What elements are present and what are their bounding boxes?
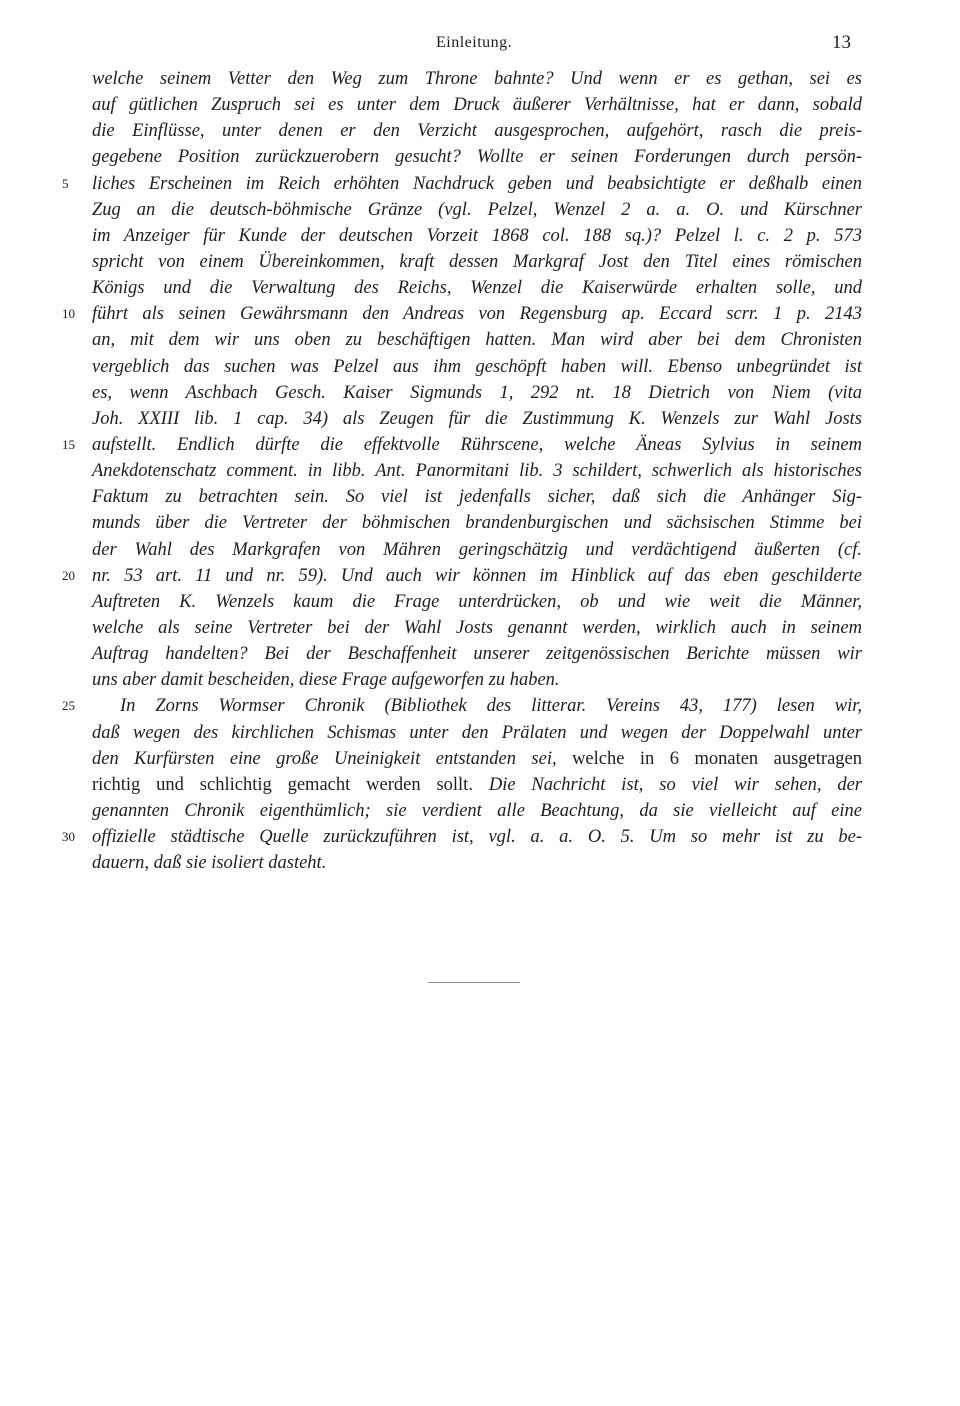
running-head <box>0 34 960 58</box>
text-line: die Einflüsse, unter denen er den Verzicht ausgesprochen, aufgehört, rasch die preis- <box>92 121 862 142</box>
text-line: Joh. XXIII lib. 1 cap. 34) als Zeugen für die Zustimmung K. Wenzels zur Wahl Josts <box>92 408 862 429</box>
text-line: richtig und schlichtig gemacht werden sollt. Die Nachricht ist, so viel wir sehen, der <box>92 774 862 795</box>
text-line: 20 nr. 53 art. 11 und nr. 59). Und auch wir können im Hinblick auf das eben geschilderte <box>92 563 862 589</box>
line-number: 20 <box>62 567 75 583</box>
text-line: dauern, daß sie isoliert dasteht. <box>92 853 327 874</box>
quoted-source-text: welche in 6 monaten ausgetragen <box>572 748 862 769</box>
text-line: auf gütlichen Zuspruch sei es unter dem Druck äußerer Verhältnisse, hat er dann, sobald <box>92 95 862 116</box>
line-number: 5 <box>62 175 69 191</box>
text-line: 5 liches Erscheinen im Reich erhöhten Nachdruck geben und beabsichtigte er deßhalb einen <box>92 171 862 197</box>
running-title: Einleitung. <box>436 34 513 51</box>
text-line: den Kurfürsten eine große Uneinigkeit entstanden sei, welche in 6 monaten ausgetragen <box>92 748 862 769</box>
text-line: 25 In Zorns Wormser Chronik (Bibliothek des litterar. Vereins 43, 177) lesen wir, <box>92 693 862 719</box>
text-line: 30 offizielle städtische Quelle zurückzuführen ist, vgl. a. a. O. 5. Um so mehr ist zu be- <box>92 824 862 850</box>
text-line: genannten Chronik eigenthümlich; sie verdient alle Beachtung, da sie vielleicht auf eine <box>92 800 862 821</box>
line-number: 25 <box>62 698 75 714</box>
text-line: gegebene Position zurückzuerobern gesucht? Wollte er seinen Forderungen durch persön- <box>92 147 862 168</box>
text-line: der Wahl des Markgrafen von Mähren geringschätzig und verdächtigend äußerten (cf. <box>92 539 862 560</box>
text-line: daß wegen des kirchlichen Schismas unter den Prälaten und wegen der Doppelwahl unter <box>92 722 862 743</box>
text-line: vergeblich das suchen was Pelzel aus ihm geschöpft haben will. Ebenso unbegründet ist <box>92 356 862 377</box>
text-line: Faktum zu betrachten sein. So viel ist jedenfalls sicher, daß sich die Anhänger Sig- <box>92 487 862 508</box>
text-line: an, mit dem wir uns oben zu beschäftigen hatten. Man wird aber bei dem Chronisten <box>92 330 862 351</box>
text-line: Anekdotenschatz comment. in libb. Ant. Panormitani lib. 3 schildert, schwerlich als historisches <box>92 461 862 482</box>
quoted-source-text: richtig und schlichtig gemacht werden sollt. <box>92 774 473 795</box>
text-line: spricht von einem Übereinkommen, kraft dessen Markgraf Jost den Titel eines römischen <box>92 251 862 272</box>
text-line: uns aber damit bescheiden, diese Frage aufgeworfen zu haben. <box>92 670 560 691</box>
text-line: es, wenn Aschbach Gesch. Kaiser Sigmunds 1, 292 nt. 18 Dietrich von Niem (vita <box>92 382 862 403</box>
text-line: 15 aufstellt. Endlich dürfte die effektvolle Rührscene, welche Äneas Sylvius in seinem <box>92 432 862 458</box>
line-number: 30 <box>62 829 75 845</box>
page-number: 13 <box>832 32 851 53</box>
body-text <box>62 66 862 876</box>
text-line: 10 führt als seinen Gewährsmann den Andreas von Regensburg ap. Eccard scrr. 1 p. 2143 <box>92 301 862 327</box>
text-line: im Anzeiger für Kunde der deutschen Vorzeit 1868 col. 188 sq.)? Pelzel l. c. 2 p. 573 <box>92 225 862 246</box>
text-line: welche seinem Vetter den Weg zum Throne bahnte? Und wenn er es gethan, sei es <box>92 69 862 89</box>
text-line: welche als seine Vertreter bei der Wahl Josts genannt werden, wirklich auch in seinem <box>92 617 862 638</box>
line-number: 10 <box>62 306 75 322</box>
text-line: Zug an die deutsch-böhmische Gränze (vgl. Pelzel, Wenzel 2 a. a. O. und Kürschner <box>92 199 862 220</box>
text-line: Auftreten K. Wenzels kaum die Frage unterdrücken, ob und wie weit die Männer, <box>92 591 862 612</box>
line-number: 15 <box>62 436 75 452</box>
text-line: Königs und die Verwaltung des Reichs, Wenzel die Kaiserwürde erhalten solle, und <box>92 278 862 299</box>
text-line: munds über die Vertreter der böhmischen brandenburgischen und sächsischen Stimme bei <box>92 513 862 534</box>
text-line: Auftrag handelten? Bei der Beschaffenheit unserer zeitgenössischen Berichte müssen wir <box>92 644 862 665</box>
footer-rule <box>428 982 520 983</box>
